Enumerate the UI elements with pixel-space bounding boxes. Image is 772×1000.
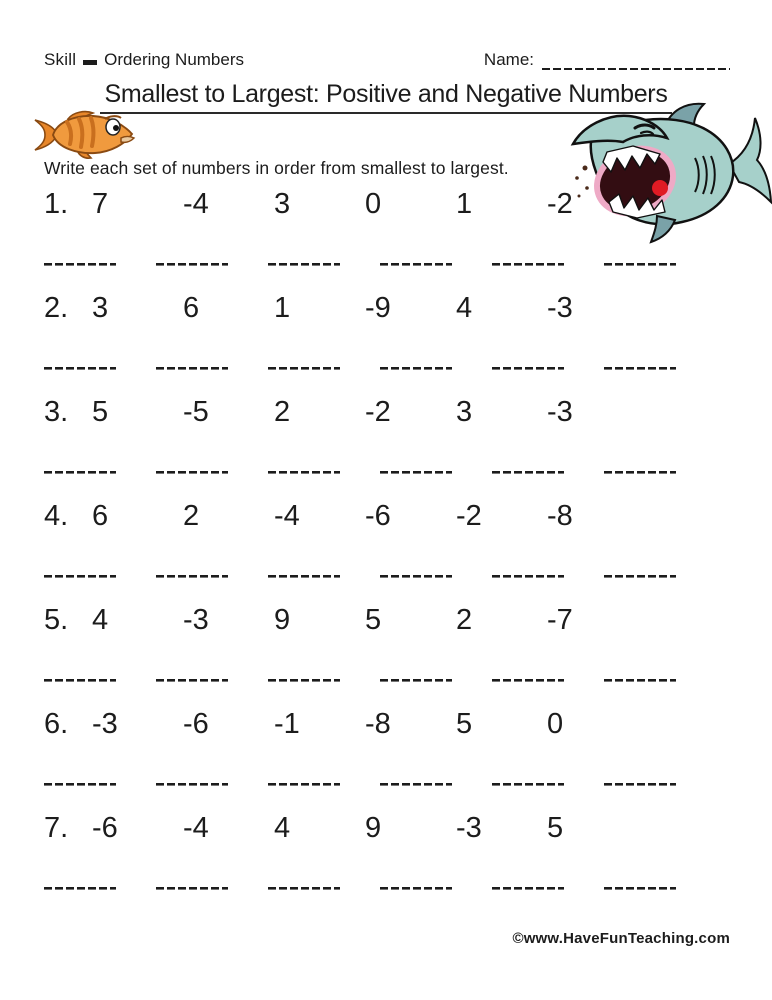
answer-blank[interactable]: [492, 250, 564, 266]
problem-value: -3: [92, 708, 118, 740]
answer-blank[interactable]: [492, 354, 564, 370]
name-group: [484, 50, 730, 70]
answer-blank[interactable]: [492, 770, 564, 786]
answer-blanks: [44, 874, 676, 890]
number-set: [44, 188, 638, 221]
problem-value: 4: [92, 604, 109, 636]
answer-blank[interactable]: [156, 250, 228, 266]
problem-value: -7: [547, 604, 573, 636]
answer-blanks: [44, 666, 676, 682]
answer-blank[interactable]: [604, 250, 676, 266]
problem-value: 2: [274, 396, 291, 428]
header-row: [44, 50, 730, 70]
fish-icon: [32, 109, 138, 161]
problem-value: -8: [365, 708, 391, 740]
problem-value: -9: [365, 292, 391, 324]
problem-value: -1: [274, 708, 300, 740]
problem-value: -8: [547, 500, 573, 532]
problem-value: -4: [274, 500, 300, 532]
problem-value: 2: [183, 500, 200, 532]
problem-value: 5: [456, 708, 473, 740]
instruction-text: Write each set of numbers in order from smallest to largest.: [44, 158, 509, 178]
answer-blank[interactable]: [604, 354, 676, 370]
answer-blank[interactable]: [156, 562, 228, 578]
answer-blank[interactable]: [604, 666, 676, 682]
answer-blank[interactable]: [268, 770, 340, 786]
problem-row-5: [44, 604, 692, 708]
answer-blank[interactable]: [268, 874, 340, 890]
problem-number: 3.: [44, 396, 69, 428]
answer-blank[interactable]: [380, 562, 452, 578]
problem-value: -3: [547, 292, 573, 324]
copyright-credit: ©www.HaveFunTeaching.com: [512, 930, 730, 947]
answer-blank[interactable]: [44, 458, 116, 474]
problem-value: 5: [365, 604, 382, 636]
problem-number: 5.: [44, 604, 69, 636]
number-set: [44, 812, 638, 845]
answer-blank[interactable]: [156, 874, 228, 890]
answer-blank[interactable]: [492, 458, 564, 474]
answer-blank[interactable]: [604, 562, 676, 578]
problems-list: [44, 188, 692, 916]
problem-value: -6: [92, 812, 118, 844]
problem-value: -2: [456, 500, 482, 532]
name-label: Name:: [483, 50, 534, 69]
problem-value: -4: [183, 188, 209, 220]
problem-row-2: [44, 292, 692, 396]
answer-blank[interactable]: [268, 250, 340, 266]
problem-row-3: [44, 396, 692, 500]
answer-blank[interactable]: [492, 666, 564, 682]
answer-blank[interactable]: [380, 354, 452, 370]
problem-value: 1: [274, 292, 291, 324]
problem-value: 5: [547, 812, 564, 844]
problem-row-1: [44, 188, 692, 292]
problem-value: 0: [365, 188, 382, 220]
problem-number: 7.: [44, 812, 69, 844]
answer-blank[interactable]: [44, 354, 116, 370]
answer-blank[interactable]: [604, 770, 676, 786]
skill-value: Ordering Numbers: [104, 50, 244, 69]
answer-blank[interactable]: [492, 562, 564, 578]
problem-number: 1.: [44, 188, 69, 220]
problem-value: -6: [183, 708, 209, 740]
problem-number: 4.: [44, 500, 69, 532]
problem-number: 2.: [44, 292, 69, 324]
problem-value: -3: [547, 396, 573, 428]
problem-value: 9: [274, 604, 291, 636]
problem-row-6: [44, 708, 692, 812]
problem-value: -3: [456, 812, 482, 844]
answer-blank[interactable]: [268, 562, 340, 578]
problem-value: -3: [183, 604, 209, 636]
answer-blank[interactable]: [380, 770, 452, 786]
problem-value: 4: [456, 292, 473, 324]
problem-value: 2: [456, 604, 473, 636]
number-set: [44, 396, 638, 429]
name-blank-line[interactable]: [542, 54, 730, 70]
answer-blank[interactable]: [604, 458, 676, 474]
answer-blank[interactable]: [44, 562, 116, 578]
answer-blank[interactable]: [156, 770, 228, 786]
problem-row-7: [44, 812, 692, 916]
problem-value: -4: [183, 812, 209, 844]
answer-blank[interactable]: [380, 458, 452, 474]
problem-value: 9: [365, 812, 382, 844]
answer-blanks: [44, 770, 676, 786]
problem-value: 3: [456, 396, 473, 428]
problem-value: 4: [274, 812, 291, 844]
problem-value: -6: [365, 500, 391, 532]
answer-blank[interactable]: [44, 770, 116, 786]
answer-blank[interactable]: [156, 354, 228, 370]
problem-number: 6.: [44, 708, 69, 740]
problem-row-4: [44, 500, 692, 604]
answer-blank[interactable]: [44, 666, 116, 682]
answer-blank[interactable]: [268, 666, 340, 682]
answer-blank[interactable]: [156, 458, 228, 474]
answer-blank[interactable]: [268, 354, 340, 370]
problem-value: 1: [456, 188, 473, 220]
problem-value: 6: [183, 292, 200, 324]
skill-dash: [83, 60, 97, 65]
problem-value: 0: [547, 708, 564, 740]
answer-blank[interactable]: [268, 458, 340, 474]
answer-blank[interactable]: [380, 666, 452, 682]
answer-blank[interactable]: [156, 666, 228, 682]
answer-blank[interactable]: [604, 874, 676, 890]
answer-blank[interactable]: [44, 250, 116, 266]
answer-blank[interactable]: [380, 250, 452, 266]
answer-blank[interactable]: [492, 874, 564, 890]
number-set: [44, 708, 638, 741]
problem-value: -2: [547, 188, 573, 220]
problem-value: 6: [92, 500, 109, 532]
skill-label: Skill: [44, 50, 77, 69]
problem-value: 7: [92, 188, 109, 220]
answer-blanks: [44, 458, 676, 474]
number-set: [44, 604, 638, 637]
problem-value: -2: [365, 396, 391, 428]
page-title: Smallest to Largest: Positive and Negative Numbers: [100, 80, 671, 114]
answer-blank[interactable]: [380, 874, 452, 890]
problem-value: 5: [92, 396, 109, 428]
answer-blanks: [44, 250, 676, 266]
answer-blanks: [44, 354, 676, 370]
problem-value: 3: [92, 292, 109, 324]
problem-value: -5: [183, 396, 209, 428]
problem-value: 3: [274, 188, 291, 220]
answer-blank[interactable]: [44, 874, 116, 890]
number-set: [44, 500, 638, 533]
number-set: [44, 292, 638, 325]
answer-blanks: [44, 562, 676, 578]
